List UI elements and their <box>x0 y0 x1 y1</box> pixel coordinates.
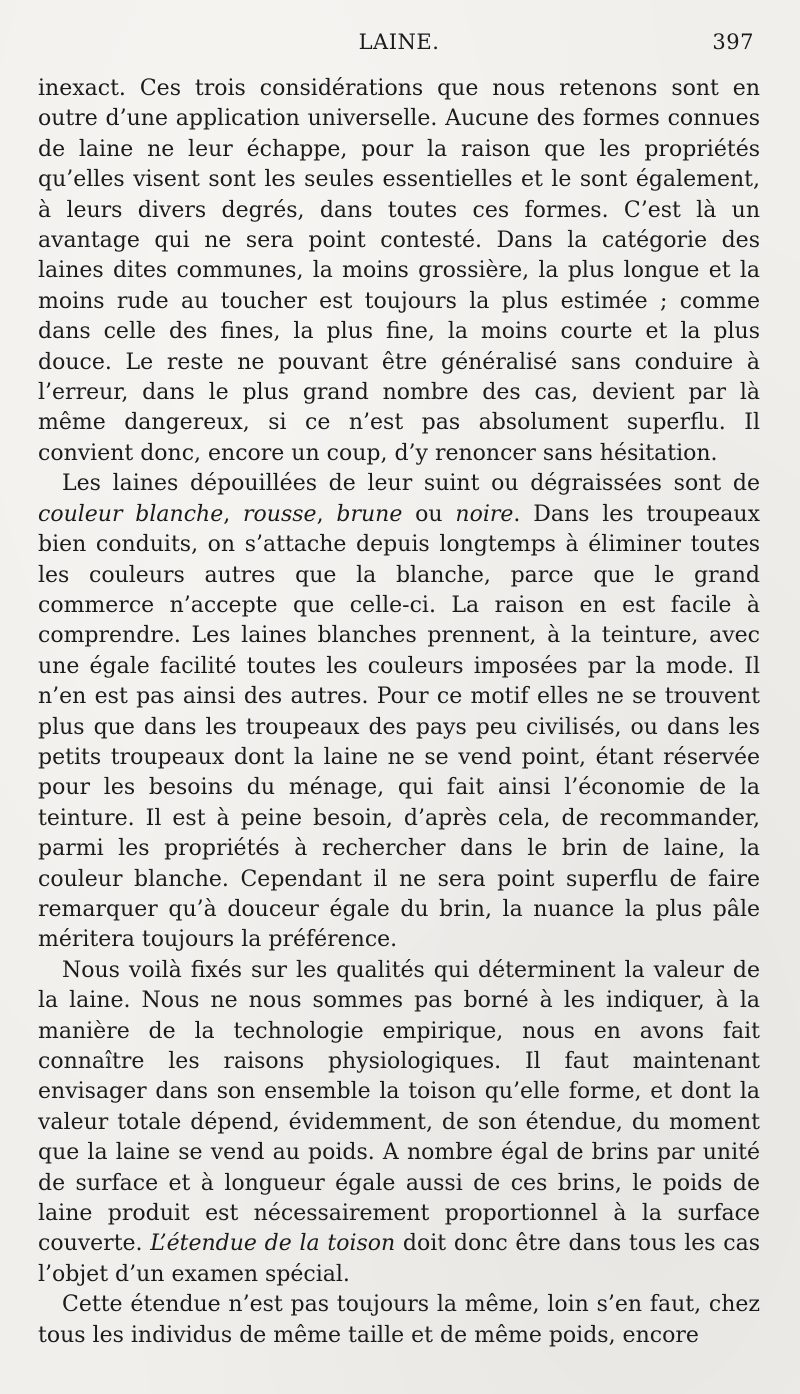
text-run: Nous voilà fixés sur les qualités qui déterminent la valeur de la laine. Nous ne nous sommes pas borné à les indiquer, à la manière de la technologie empirique, nous en avons fait connaître les raisons physiologiques. Il faut maintenant envisager dans son ensemble la toison qu’elle forme, et dont la valeur totale dépend, évidemment, de son étendue, du moment que la laine se vend au poids. A nombre égal de brins par unité de surface et à longueur égale aussi de ces brins, le poids de laine produit est nécessairement proportionnel à la surface couverte. <box>38 957 760 1257</box>
text-run: , <box>316 501 337 527</box>
text-run: inexact. Ces trois considérations que nous retenons sont en outre d’une application universelle. Aucune des formes connues de laine ne leur échappe, pour la raison que les propriétés qu’elles visent sont les seules essentielles et le sont également, à leurs divers degrés, dans toutes ces formes. C’est là un avantage qui ne sera point contesté. Dans la catégorie des laines dites communes, la moins grossière, la plus longue et la moins rude au toucher est toujours la plus estimée ; comme dans celle des fines, la plus fine, la moins courte et la plus douce. Le reste ne pouvant être généralisé sans conduire à l’erreur, dans le plus grand nombre des cas, devient par là même dangereux, si ce n’est pas absolument superflu. Il convient donc, encore un coup, d’y renoncer sans hésitation. <box>38 76 760 466</box>
paragraph <box>38 74 760 469</box>
text-run: Cette étendue n’est pas toujours la même, loin s’en faut, chez tous les individus de même taille et de même poids, encore <box>38 1292 760 1348</box>
italic-text: couleur blanche <box>38 501 224 527</box>
italic-text: brune <box>336 501 403 527</box>
italic-text: noire <box>455 501 514 527</box>
running-title: LAINE. <box>358 30 440 54</box>
running-header <box>38 30 760 58</box>
paragraph <box>38 1290 760 1351</box>
paragraph <box>38 469 760 956</box>
italic-text: rousse <box>243 501 317 527</box>
italic-text: L’étendue de la toison <box>150 1231 396 1257</box>
text-run: , <box>223 501 244 527</box>
text-run: doit donc être dans tous les cas l’objet d’un examen spécial. <box>38 1231 760 1287</box>
text-run: . Dans les troupeaux bien conduits, on s’attache depuis longtemps à éliminer toutes les couleurs autres que la blanche, parce que le grand commerce n’accepte que celle-ci. La raison en est facile à comprendre. Les laines blanches prennent, à la teinture, avec une égale facilité toutes les couleurs imposées par la mode. Il n’en est pas ainsi des autres. Pour ce motif elles ne se trouvent plus que dans les troupeaux des pays peu civilisés, ou dans les petits troupeaux dont la laine ne se vend point, étant réservée pour les besoins du ménage, qui fait ainsi l’économie de la teinture. Il est à peine besoin, d’après cela, de recommander, parmi les propriétés à rechercher dans le brin de laine, la couleur blanche. Cependant il ne sera point superflu de faire remarquer qu’à douceur égale du brin, la nuance la plus pâle méritera toujours la préférence. <box>38 501 760 953</box>
paragraph <box>38 956 760 1290</box>
text-run: ou <box>402 501 456 527</box>
body-text <box>38 74 760 1351</box>
text-run: Les laines dépouillées de leur suint ou dégraissées sont de <box>62 471 760 497</box>
page-number: 397 <box>712 30 754 54</box>
